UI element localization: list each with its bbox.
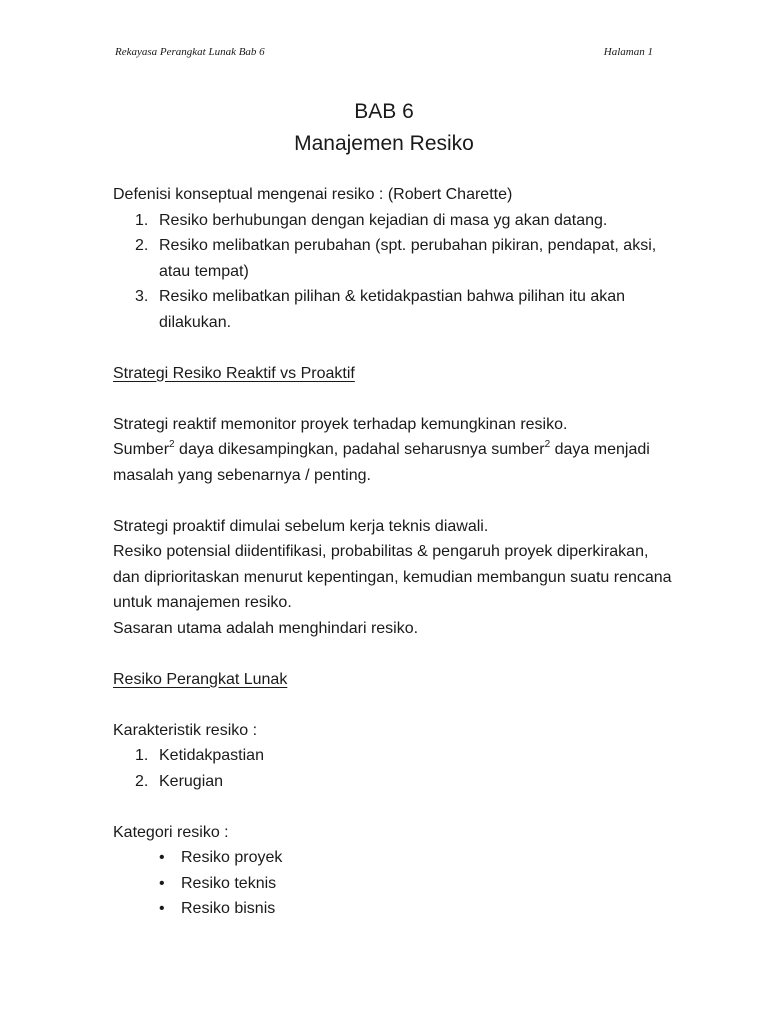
header-page-number: Halaman 1 (603, 46, 653, 58)
proactive-line: Strategi proaktif dimulai sebelum kerja teknis diawali. (113, 517, 489, 535)
list-item: 2. Resiko melibatkan perubahan (spt. perubahan pikiran, pendapat, aksi, atau tempat) (135, 237, 657, 280)
chapter-name: Manajemen Resiko (294, 132, 474, 155)
document-body (113, 182, 673, 922)
header-doc-title: Rekayasa Perangkat Lunak Bab 6 (115, 46, 265, 58)
definition-list (113, 208, 673, 336)
page-header (115, 46, 653, 62)
proactive-line: Resiko potensial diidentifikasi, probabilitas & pengaruh proyek diperkirakan, dan diprioritaskan menurut kepentingan, kemudian membangun suatu rencana untuk manajemen resiko. (113, 543, 672, 611)
chapter-title (0, 96, 768, 160)
list-item: 2. Kerugian (135, 772, 224, 790)
characteristics-intro: Karakteristik resiko : (113, 721, 258, 739)
bullet-icon: • (159, 849, 165, 866)
list-item: • Resiko bisnis (113, 896, 673, 922)
strategy-heading: Strategi Resiko Reaktif vs Proaktif (113, 364, 355, 382)
characteristics-list (113, 743, 673, 794)
list-item: 1. Resiko berhubungan dengan kejadian di masa yg akan datang. (135, 211, 608, 229)
bullet-icon: • (159, 900, 165, 917)
bullet-icon: • (159, 874, 165, 892)
proactive-line: Sasaran utama adalah menghindari resiko. (113, 619, 419, 637)
software-risk-heading: Resiko Perangkat Lunak (113, 670, 288, 688)
list-item: 3. Resiko melibatkan pilihan & ketidakpastian bahwa pilihan itu akan dilakukan. (135, 288, 626, 331)
definition-intro: Defenisi konseptual mengenai resiko : (Robert Charette) (113, 186, 513, 203)
reactive-paragraph: Strategi reaktif memonitor proyek terhadap kemungkinan resiko. Sumber$^2$ daya dikesampingkan, padahal seharusnya sumber$^2$ daya menjadi masalah yang sebenarnya / penting. (113, 415, 650, 484)
categories-list (113, 845, 673, 922)
list-item: 1. Ketidakpastian (135, 747, 264, 764)
list-item: • Resiko proyek (113, 845, 673, 871)
chapter-number: BAB 6 (354, 100, 414, 123)
list-item: • Resiko teknis (113, 871, 673, 897)
categories-intro: Kategori resiko : (113, 823, 229, 841)
